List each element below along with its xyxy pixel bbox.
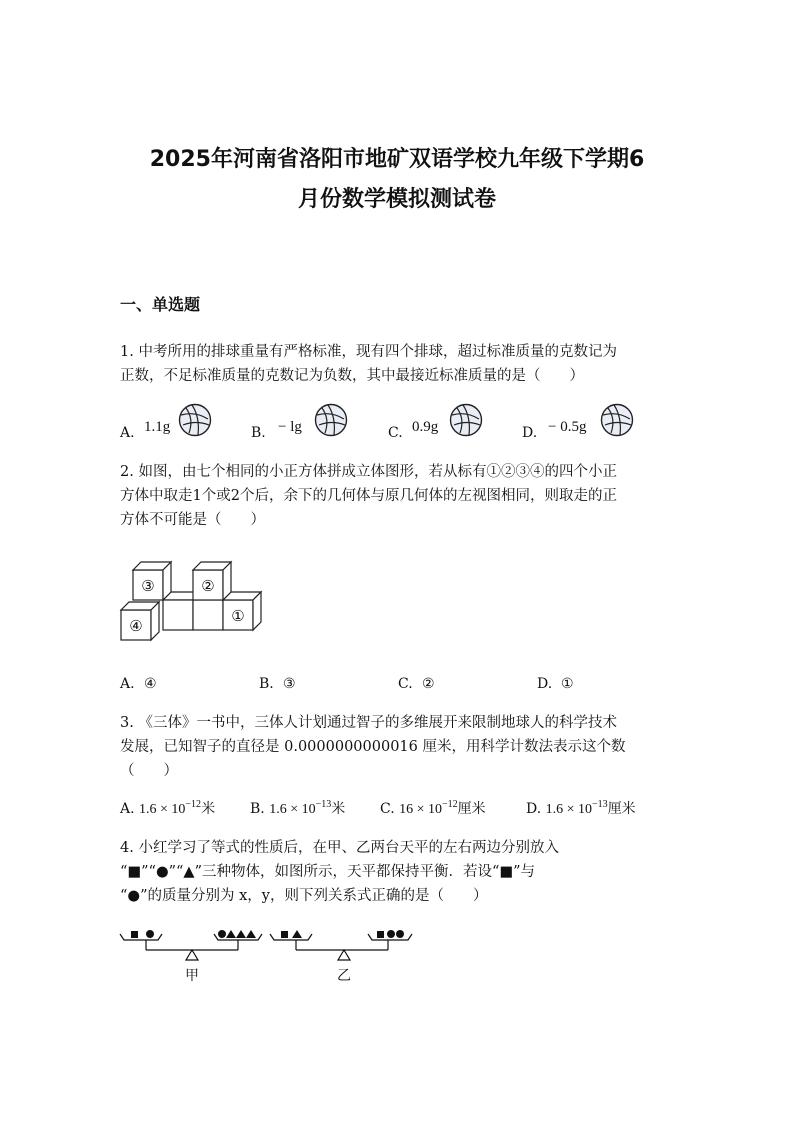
q1-option-c-value: 0.9g: [412, 419, 439, 435]
volleyball-icon: [314, 403, 348, 437]
q3-text-line-1: 3. 《三体》一书中，三体人计划通过智子的多维展开来限制地球人的科学技术: [120, 715, 617, 731]
q3-text-line-2: 发展，已知智子的直径是 0.0000000000016 厘米，用科学计数法表示这个数: [120, 739, 626, 755]
q3-option-d-unit: 厘米: [607, 801, 636, 817]
page-title-line-2: 月份数学模拟测试卷: [297, 187, 496, 212]
q3-option-c-unit: 厘米: [457, 801, 486, 817]
q3-option-c-exp: −12: [442, 799, 458, 810]
page-title-line-1: 2025年河南省洛阳市地矿双语学校九年级下学期6: [149, 147, 645, 172]
q4-text-line-3: “●”的质量分别为 x，y，则下列关系式正确的是（ ）: [120, 888, 488, 904]
q1-option-b-label: B.: [251, 425, 266, 441]
q2-text-line-3: 方体不可能是（ ）: [120, 512, 265, 528]
q2-option-a-value: ④: [144, 676, 157, 692]
q1-option-a-value: 1.1g: [144, 419, 171, 435]
balance-label-yi: 乙: [337, 968, 351, 984]
q2-option-b-label: B.: [259, 676, 274, 692]
q3-option-c-label: C.: [380, 801, 395, 817]
q1-option-d-label: D.: [522, 425, 538, 441]
cube-label-2: ②: [201, 577, 215, 595]
q1-option-c-label: C.: [388, 425, 403, 441]
q2-option-c-value: ②: [422, 676, 435, 692]
cube-figure: [118, 558, 268, 644]
balance-scale-a: [118, 924, 268, 984]
balance-label-jia: 甲: [185, 968, 199, 984]
section-heading: 一、单选题: [120, 295, 201, 314]
q2-option-c-label: C.: [398, 676, 413, 692]
q3-option-c-base: 16 × 10: [399, 802, 443, 817]
q4-text-line-2: “■”“●”“▲”三种物体，如图所示，天平都保持平衡．若设“■”与: [120, 864, 536, 880]
q1-option-a-label: A.: [120, 425, 135, 441]
q3-option-d: [526, 798, 636, 818]
q3-option-a-base: 1.6 × 10: [139, 802, 186, 817]
q2-option-a-label: A.: [120, 676, 135, 692]
volleyball-icon: [449, 403, 483, 437]
q3-option-b-base: 1.6 × 10: [269, 802, 316, 817]
cube-label-4: ④: [129, 617, 143, 635]
q3-option-a: [120, 798, 215, 818]
q1-option-d-value: − 0.5g: [548, 419, 587, 435]
volleyball-icon: [600, 403, 634, 437]
balance-scale-b: [268, 924, 418, 984]
q3-option-d-base: 1.6 × 10: [545, 802, 593, 817]
q3-option-a-unit: 米: [201, 801, 216, 817]
q3-option-a-exp: −12: [185, 799, 202, 810]
q1-option-b-value: − lg: [278, 419, 302, 435]
q1-text-line-1: 1. 中考所用的排球重量有严格标准，现有四个排球，超过标准质量的克数记为: [120, 344, 617, 360]
q3-option-a-label: A.: [120, 801, 135, 817]
cube-label-1: ①: [231, 607, 245, 625]
q3-option-b-unit: 米: [331, 801, 346, 817]
q3-option-d-exp: −13: [592, 799, 608, 810]
volleyball-icon: [178, 403, 212, 437]
q3-text-line-3: （ ）: [120, 763, 178, 779]
q1-text-line-2: 正数，不足标准质量的克数记为负数，其中最接近标准质量的是（ ）: [120, 368, 584, 384]
cube-label-3: ③: [141, 577, 155, 595]
q3-option-b: [250, 798, 345, 818]
q4-text-line-1: 4. 小红学习了等式的性质后，在甲、乙两台天平的左右两边分别放入: [120, 840, 559, 856]
q3-option-b-label: B.: [250, 801, 265, 817]
q3-option-d-label: D.: [526, 801, 542, 817]
q2-text-line-1: 2. 如图，由七个相同的小正方体拼成立体图形，若从标有①②③④的四个小正: [120, 464, 617, 480]
q2-option-d-label: D.: [537, 676, 553, 692]
q3-option-b-exp: −13: [315, 799, 332, 810]
q2-text-line-2: 方体中取走1个或2个后，余下的几何体与原几何体的左视图相同，则取走的正: [120, 488, 617, 504]
q2-option-b-value: ③: [283, 676, 296, 692]
q2-option-d-value: ①: [561, 676, 574, 692]
q3-option-c: [380, 798, 486, 818]
